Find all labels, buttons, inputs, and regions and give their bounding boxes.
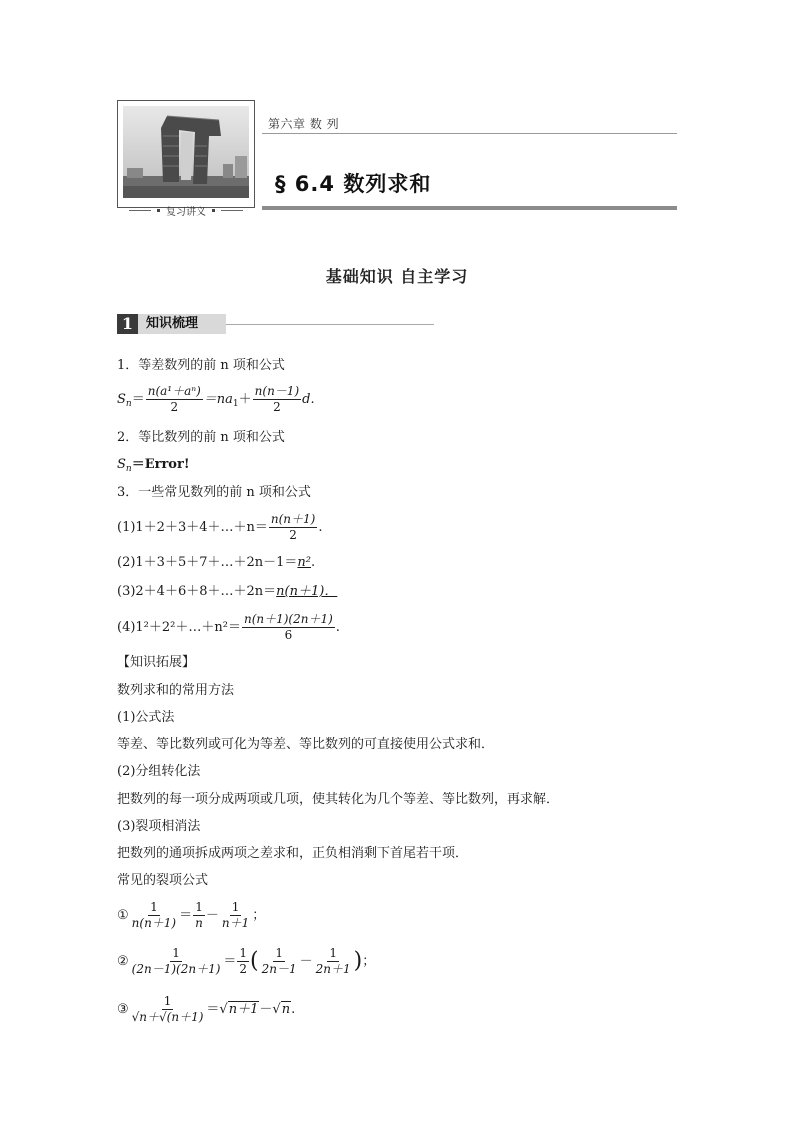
method-3-title: (3)裂项相消法 [117, 819, 201, 834]
divider [221, 210, 243, 211]
item-3-formula-3: (3)2＋4＋6＋8＋…＋2n＝n(n＋1)． [117, 584, 338, 599]
item-3-title: 3．一些常见数列的前 n 项和公式 [117, 485, 311, 500]
cover-photo [123, 106, 249, 198]
divider [129, 210, 151, 211]
section-title: § 6.4 数列求和 [275, 172, 432, 196]
title-rule [262, 206, 677, 210]
cover-label: 复习讲义 [166, 206, 206, 218]
split-formula-3: ③ $\frac{1}{√n+√(n+1)}$ ＝√n＋1－√n. [117, 994, 296, 1024]
extension-heading: 【知识拓展】 [117, 655, 196, 670]
cover-label-row [117, 203, 255, 217]
item-2-title: 2．等比数列的前 n 项和公式 [117, 430, 285, 445]
method-3-desc: 把数列的通项拆成两项之差求和，正负相消剩下首尾若干项． [117, 846, 469, 861]
section-label: 知识梳理 [138, 314, 226, 334]
bullet-square-icon [157, 209, 160, 212]
split-formula-2: ② $\frac{1}{(2n-1)(2n+1)}$ ＝ $\frac{1}{2}$ ( $\frac{1}{2n-1}$ － $\frac{1}{2n+1}$ )； [117, 946, 376, 976]
method-2-title: (2)分组转化法 [117, 764, 201, 779]
item-2-formula: $S_n=Error$! [117, 457, 190, 474]
chapter-label: 第六章 数 列 [268, 117, 340, 131]
extension-intro: 数列求和的常用方法 [117, 683, 235, 698]
item-1-formula: $S_n=$ $\frac{\text{n(a¹＋aⁿ)}}{2}$ $=na_1+$ $\frac{n(n-1)}{2}$ d. [117, 384, 315, 414]
part-heading: 基础知识 自主学习 [325, 267, 469, 286]
item-1-title: 1．等差数列的前 n 项和公式 [117, 358, 285, 373]
split-formula-1: ① $\frac{1}{n(n+1)}$ ＝ $\frac{1}{n}$ － $\frac{1}{n+1}$ ； [117, 900, 266, 930]
bullet-square-icon [212, 209, 215, 212]
section-rule [226, 324, 434, 325]
section-number-box: 1 [117, 314, 138, 334]
item-3-formula-4: (4)1²＋2²＋…＋n²＝ $\frac{n(n+1)(2n+1)}{6}$ . [117, 612, 340, 642]
item-3-formula-2: (2)1＋3＋5＋7＋…＋2n－1＝n². [117, 555, 316, 570]
building-photo-icon [123, 106, 249, 198]
method-1-desc: 等差、等比数列或可化为等差、等比数列的可直接使用公式求和． [117, 737, 495, 752]
chapter-rule [262, 133, 677, 134]
common-formulas-title: 常见的裂项公式 [117, 873, 209, 888]
item-3-formula-1: (1)1＋2＋3＋4＋…＋n＝ $\frac{n(n+1)}{2}$ . [117, 512, 323, 542]
method-1-title: (1)公式法 [117, 710, 175, 725]
cover-image-frame [117, 100, 255, 208]
method-2-desc: 把数列的每一项分成两项或几项，使其转化为几个等差、等比数列，再求解． [117, 792, 560, 807]
